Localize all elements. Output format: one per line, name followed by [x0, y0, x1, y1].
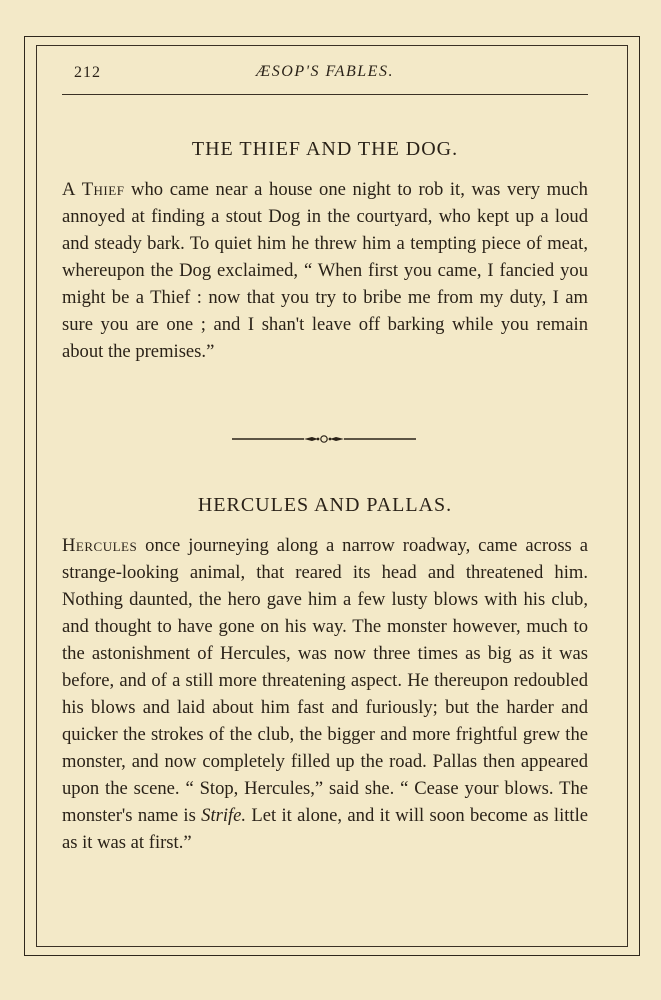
ornament-divider-icon	[232, 432, 416, 446]
fable-lead-caps: A Thief	[62, 179, 125, 200]
running-head	[62, 58, 588, 88]
fable-italic-word: Strife.	[201, 805, 247, 826]
fable-lead-caps: Hercules	[62, 535, 138, 556]
header-rule	[62, 94, 588, 95]
running-title: ÆSOP'S FABLES.	[256, 63, 394, 80]
fable-title-hercules-pallas: HERCULES AND PALLAS.	[197, 494, 453, 516]
fable-body-hercules-pallas	[62, 532, 588, 856]
page-number: 212	[74, 64, 101, 81]
fable-body-thief-dog	[62, 176, 588, 365]
fable-title-thief-dog: THE THIEF AND THE DOG.	[191, 138, 459, 160]
fable-text-part-1: once journeying along a narrow roadway, came across a strange-looking animal, that reared its head and threatened him. Nothing daunted, the hero gave him a few lusty blows with his club, and thought to have gone on his way. The monster however, much to the astonishment of Hercules, was now three times as big as it was before, and of a still more threatening aspect. He thereupon redoubled his blows and laid about him fast and furiously; but the harder and quicker the strokes of the club, the bigger and more frightful grew the monster, and now completely filled up the road. Pallas then appeared upon the scene. “ Stop, Hercules,” said she. “ Cease your blows. The monster's name is	[62, 535, 588, 826]
fable-text-part-2: Let it alone, and it will soon become as little as it was at first.”	[62, 805, 588, 853]
fable-text: who came near a house one night to rob it, was very much annoyed at finding a stout Dog in the courtyard, who kept up a loud and steady bark. To quiet him he threw him a tempting piece of meat, whereupon the Dog exclaimed, “ When first you came, I fancied you might be a Thief : now that you try to bribe me from my duty, I am sure you are one ; and I shan't leave off barking while you remain about the premises.”	[62, 179, 588, 362]
